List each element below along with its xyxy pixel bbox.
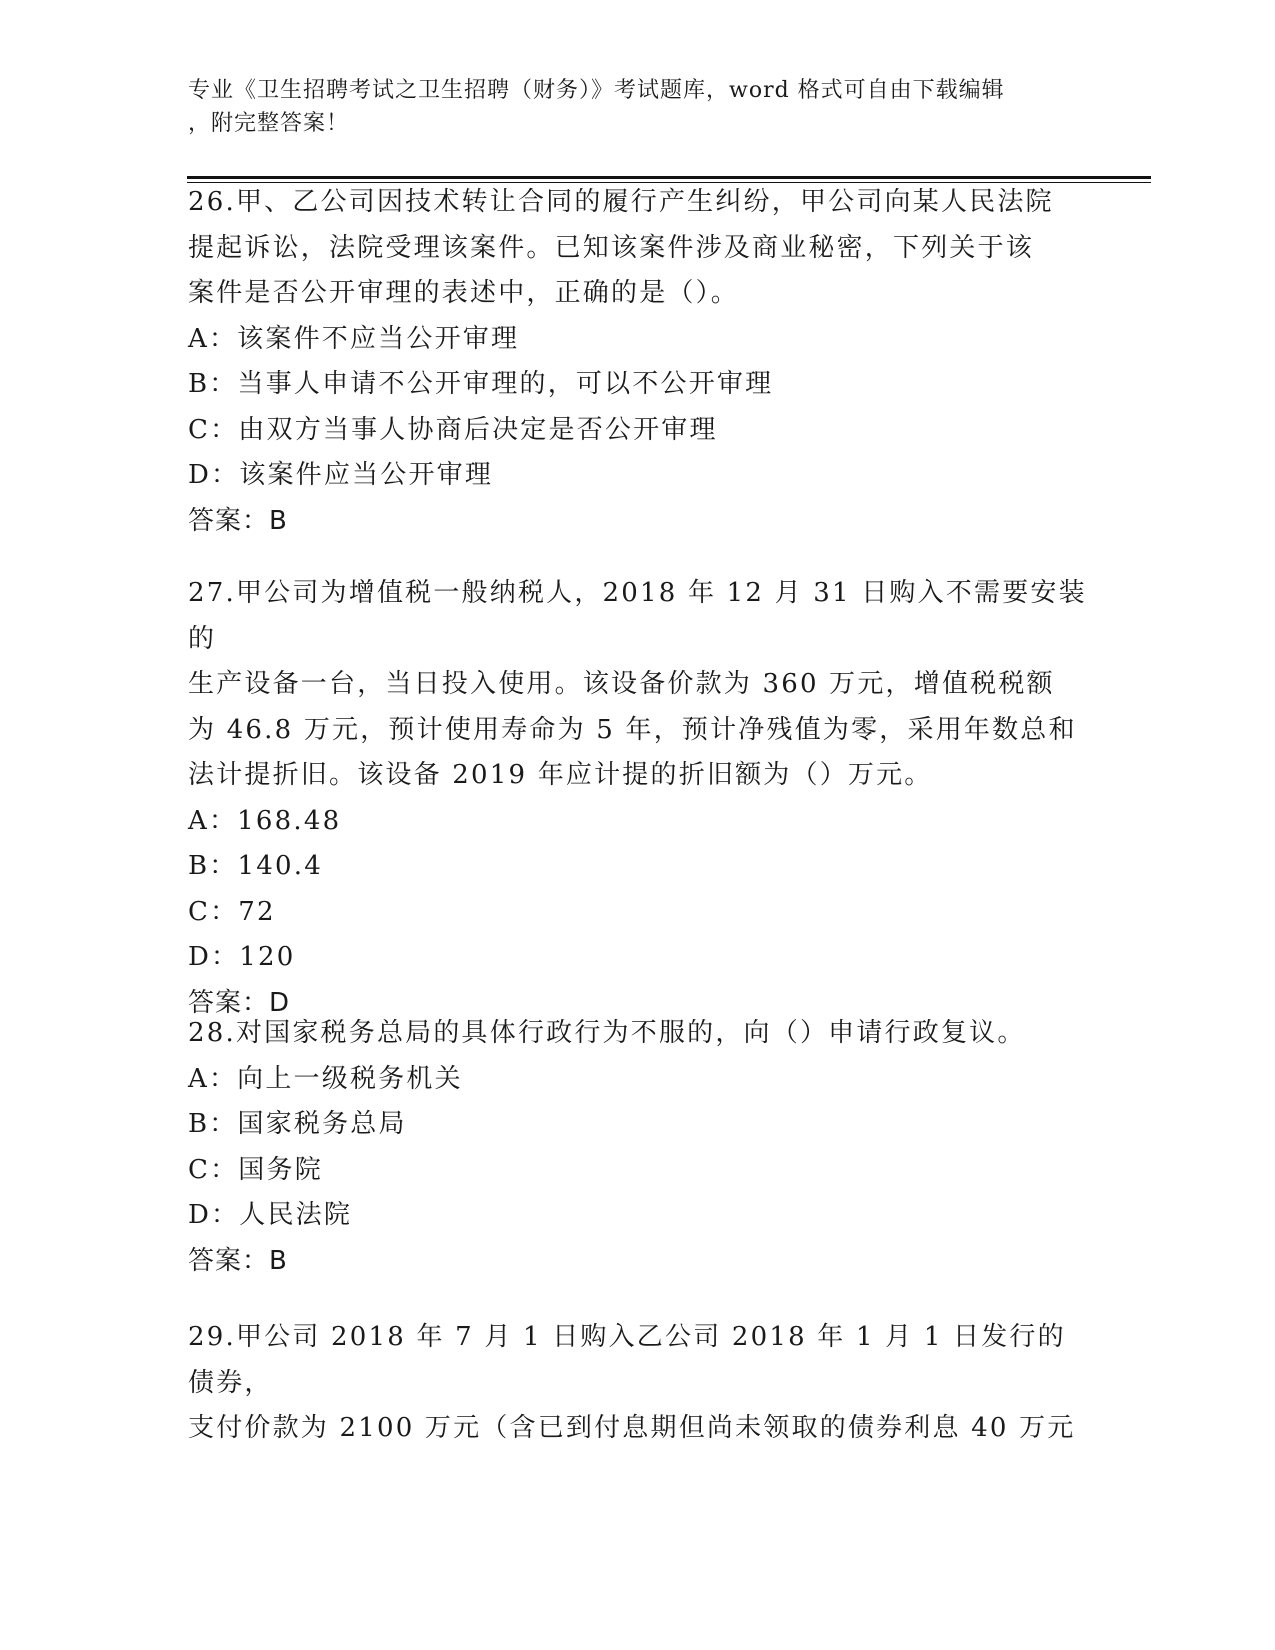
question-stem-line: 29.甲公司 2018 年 7 月 1 日购入乙公司 2018 年 1 月 1 日发行的债券， xyxy=(188,1322,1066,1398)
option-a: A：该案件不应当公开审理 xyxy=(188,323,520,354)
question-stem-line: 法计提折旧。该设备 2019 年应计提的折旧额为（）万元。 xyxy=(188,760,933,790)
option-d: D：该案件应当公开审理 xyxy=(188,460,494,490)
option-b: B：当事人申请不公开审理的，可以不公开审理 xyxy=(188,369,774,399)
answer-label: 答案：B xyxy=(188,505,288,536)
option-d: D：120 xyxy=(188,942,296,972)
option-c: C：国务院 xyxy=(188,1154,323,1185)
option-b: B：140.4 xyxy=(188,851,323,881)
question-stem-line: 案件是否公开审理的表述中，正确的是（）。 xyxy=(188,278,740,308)
option-c: C：由双方当事人协商后决定是否公开审理 xyxy=(188,414,718,445)
document-header xyxy=(188,74,1088,140)
question-27 xyxy=(188,571,1088,1026)
question-stem-line: 为 46.8 万元，预计使用寿命为 5 年，预计净残值为零，采用年数总和 xyxy=(188,714,1077,745)
question-26 xyxy=(188,180,1088,544)
question-28 xyxy=(188,1011,1088,1284)
question-stem-line: 28.对国家税务总局的具体行政行为不服的，向（）申请行政复议。 xyxy=(188,1018,1026,1048)
option-b: B：国家税务总局 xyxy=(188,1109,407,1139)
answer-label: 答案：B xyxy=(188,1245,288,1276)
question-stem-line: 生产设备一台，当日投入使用。该设备价款为 360 万元，增值税税额 xyxy=(188,669,1055,699)
header-line-1: 专业《卫生招聘考试之卫生招聘（财务）》考试题库，word 格式可自由下载编辑 xyxy=(188,78,1005,103)
question-stem-line: 支付价款为 2100 万元（含已到付息期但尚未领取的债券利息 40 万元 xyxy=(188,1413,1076,1443)
header-divider-thick xyxy=(187,176,1151,179)
option-a: A：168.48 xyxy=(188,805,342,836)
option-a: A：向上一级税务机关 xyxy=(188,1063,463,1094)
question-stem-line: 提起诉讼，法院受理该案件。已知该案件涉及商业秘密，下列关于该 xyxy=(188,232,1035,263)
question-stem-line: 26.甲、乙公司因技术转让合同的履行产生纠纷，甲公司向某人民法院 xyxy=(188,187,1054,217)
question-stem-line: 27.甲公司为增值税一般纳税人，2018 年 12 月 31 日购入不需要安装的 xyxy=(188,578,1087,654)
answer-label: 答案：D xyxy=(188,987,291,1018)
option-d: D：人民法院 xyxy=(188,1200,353,1230)
question-29 xyxy=(188,1315,1088,1452)
option-c: C：72 xyxy=(188,896,276,927)
header-line-2: ，附完整答案！ xyxy=(188,111,350,136)
